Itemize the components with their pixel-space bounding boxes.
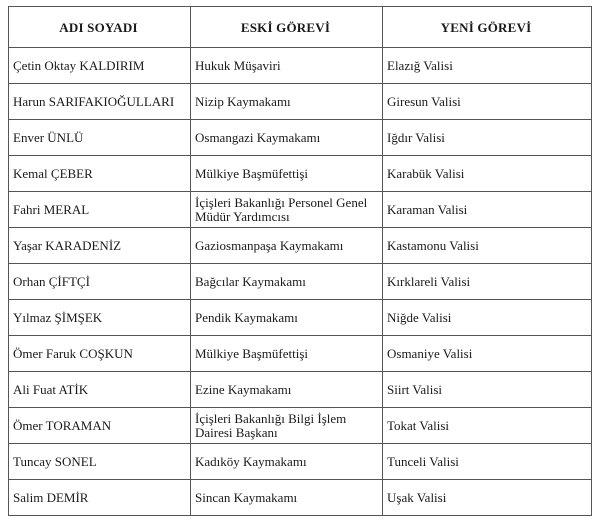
cell-old-position: İçişleri Bakanlığı Personel Genel Müdür Yardımcısı — [191, 192, 383, 228]
table-row — [9, 228, 592, 264]
cell-old-position: Bağcılar Kaymakamı — [191, 264, 383, 300]
cell-old-position: Gaziosmanpaşa Kaymakamı — [191, 228, 383, 264]
table-row — [9, 480, 592, 516]
cell-old-position: Ezine Kaymakamı — [191, 372, 383, 408]
cell-old-position: Nizip Kaymakamı — [191, 84, 383, 120]
header-new-position: YENİ GÖREVİ — [383, 7, 592, 48]
header-old-position: ESKİ GÖREVİ — [191, 7, 383, 48]
cell-old-position: İçişleri Bakanlığı Bilgi İşlem Dairesi Başkanı — [191, 408, 383, 444]
table-row — [9, 372, 592, 408]
table-row — [9, 48, 592, 84]
cell-new-position: Kırklareli Valisi — [383, 264, 592, 300]
table-row — [9, 84, 592, 120]
cell-name: Çetin Oktay KALDIRIM — [9, 48, 191, 84]
cell-name: Yılmaz ŞİMŞEK — [9, 300, 191, 336]
cell-name: Salim DEMİR — [9, 480, 191, 516]
cell-name: Kemal ÇEBER — [9, 156, 191, 192]
cell-new-position: Giresun Valisi — [383, 84, 592, 120]
table-row — [9, 444, 592, 480]
cell-new-position: Uşak Valisi — [383, 480, 592, 516]
cell-name: Ömer TORAMAN — [9, 408, 191, 444]
cell-name: Harun SARIFAKIOĞULLARI — [9, 84, 191, 120]
cell-name: Fahri MERAL — [9, 192, 191, 228]
appointments-table — [8, 6, 592, 516]
cell-name: Ali Fuat ATİK — [9, 372, 191, 408]
header-name: ADI SOYADI — [9, 7, 191, 48]
table-row — [9, 264, 592, 300]
cell-old-position: Sincan Kaymakamı — [191, 480, 383, 516]
cell-new-position: Karabük Valisi — [383, 156, 592, 192]
cell-name: Enver ÜNLÜ — [9, 120, 191, 156]
cell-new-position: Kastamonu Valisi — [383, 228, 592, 264]
cell-new-position: Osmaniye Valisi — [383, 336, 592, 372]
cell-new-position: Elazığ Valisi — [383, 48, 592, 84]
cell-name: Yaşar KARADENİZ — [9, 228, 191, 264]
cell-name: Tuncay SONEL — [9, 444, 191, 480]
cell-new-position: Tunceli Valisi — [383, 444, 592, 480]
appointments-table-container — [8, 6, 592, 516]
cell-new-position: Karaman Valisi — [383, 192, 592, 228]
cell-name: Ömer Faruk COŞKUN — [9, 336, 191, 372]
table-row — [9, 300, 592, 336]
table-row — [9, 408, 592, 444]
cell-new-position: Iğdır Valisi — [383, 120, 592, 156]
cell-name: Orhan ÇİFTÇİ — [9, 264, 191, 300]
cell-new-position: Niğde Valisi — [383, 300, 592, 336]
cell-old-position: Kadıköy Kaymakamı — [191, 444, 383, 480]
cell-old-position: Mülkiye Başmüfettişi — [191, 336, 383, 372]
cell-new-position: Siirt Valisi — [383, 372, 592, 408]
cell-old-position: Mülkiye Başmüfettişi — [191, 156, 383, 192]
cell-old-position: Pendik Kaymakamı — [191, 300, 383, 336]
cell-old-position: Osmangazi Kaymakamı — [191, 120, 383, 156]
table-row — [9, 120, 592, 156]
table-row — [9, 156, 592, 192]
table-header-row — [9, 7, 592, 48]
cell-old-position: Hukuk Müşaviri — [191, 48, 383, 84]
table-row — [9, 192, 592, 228]
table-row — [9, 336, 592, 372]
cell-new-position: Tokat Valisi — [383, 408, 592, 444]
